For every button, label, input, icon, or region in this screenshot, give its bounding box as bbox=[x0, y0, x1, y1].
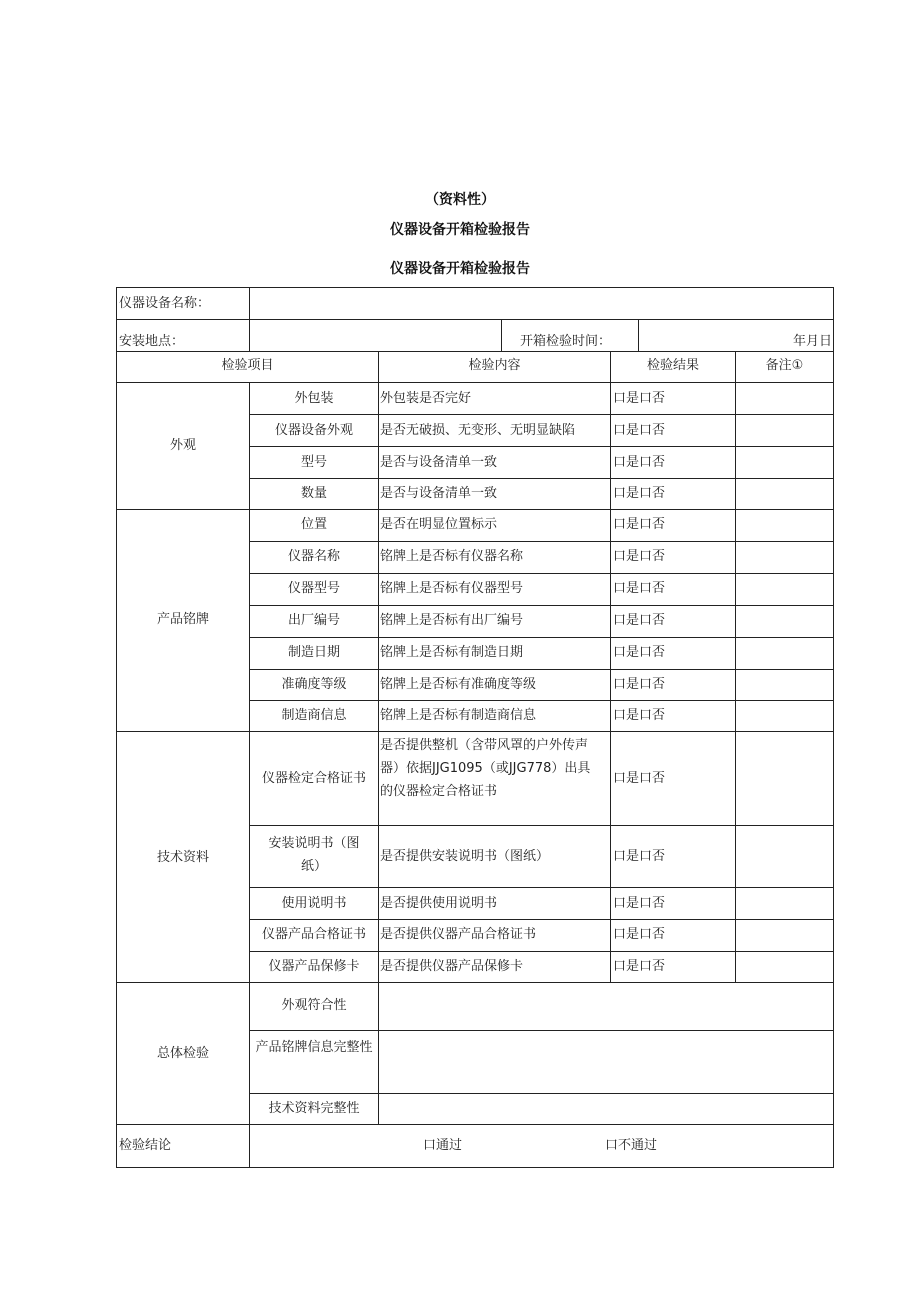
header-note: 备注① bbox=[765, 358, 804, 373]
header-item: 检验项目 bbox=[221, 358, 274, 373]
row-item: 位置 bbox=[300, 517, 327, 532]
row-content: 铭牌上是否标有制造日期 bbox=[380, 645, 524, 660]
category-overall: 总体检验 bbox=[156, 1046, 209, 1061]
row-result-checkbox[interactable]: 口是口否 bbox=[613, 613, 666, 628]
conclusion-value-cell bbox=[249, 1124, 834, 1168]
time-value: 年月日 bbox=[792, 334, 832, 349]
overall-value-cell[interactable] bbox=[378, 1093, 834, 1125]
row-item: 型号 bbox=[300, 455, 327, 470]
row-content: 铭牌上是否标有制造商信息 bbox=[380, 708, 537, 723]
overall-value-cell[interactable] bbox=[378, 982, 834, 1031]
category-technical: 技术资料 bbox=[156, 850, 209, 865]
location-value-cell[interactable] bbox=[249, 319, 502, 352]
note-cell[interactable] bbox=[735, 605, 834, 638]
overall-item-nameplate: 产品铭牌信息完整性 bbox=[255, 1040, 373, 1055]
note-cell[interactable] bbox=[735, 637, 834, 670]
row-result-checkbox[interactable]: 口是口否 bbox=[613, 423, 666, 438]
row-item: 仪器产品保修卡 bbox=[268, 959, 360, 974]
category-nameplate: 产品铭牌 bbox=[156, 612, 209, 627]
row-content: 外包装是否完好 bbox=[380, 391, 472, 406]
row-content: 是否与设备清单一致 bbox=[380, 455, 498, 470]
document-note: （资料性） bbox=[425, 192, 495, 208]
row-item: 准确度等级 bbox=[281, 677, 347, 692]
row-item: 仪器设备外观 bbox=[274, 423, 353, 438]
row-item: 制造日期 bbox=[287, 645, 340, 660]
row-item: 安装说明书（图纸） bbox=[268, 836, 360, 874]
note-cell[interactable] bbox=[735, 919, 834, 952]
note-cell[interactable] bbox=[735, 573, 834, 606]
location-label: 安装地点： bbox=[119, 334, 185, 349]
row-result-checkbox[interactable]: 口是口否 bbox=[613, 849, 666, 864]
note-cell[interactable] bbox=[735, 541, 834, 574]
header-content: 检验内容 bbox=[468, 358, 521, 373]
note-cell[interactable] bbox=[735, 414, 834, 447]
row-result-checkbox[interactable]: 口是口否 bbox=[613, 517, 666, 532]
overall-item-technical: 技术资料完整性 bbox=[268, 1101, 360, 1116]
name-value-cell[interactable] bbox=[249, 287, 834, 320]
row-result-checkbox[interactable]: 口是口否 bbox=[613, 549, 666, 564]
row-content: 铭牌上是否标有出厂编号 bbox=[380, 613, 524, 628]
row-content: 铭牌上是否标有仪器型号 bbox=[380, 581, 524, 596]
note-cell[interactable] bbox=[735, 509, 834, 542]
row-item: 外包装 bbox=[294, 391, 334, 406]
fail-checkbox[interactable]: 口不通过 bbox=[605, 1138, 658, 1153]
row-content: 是否提供整机（含带风罩的户外传声器）依据JJG1095（或JJG778）出具的仪器检定合格证书 bbox=[380, 738, 591, 799]
row-result-checkbox[interactable]: 口是口否 bbox=[613, 927, 666, 942]
row-result-checkbox[interactable]: 口是口否 bbox=[613, 486, 666, 501]
note-cell[interactable] bbox=[735, 669, 834, 701]
row-result-checkbox[interactable]: 口是口否 bbox=[613, 896, 666, 911]
row-content: 是否提供仪器产品保修卡 bbox=[380, 959, 524, 974]
form-title: 仪器设备开箱检验报告 bbox=[390, 261, 530, 277]
category-appearance: 外观 bbox=[169, 438, 196, 453]
note-cell[interactable] bbox=[735, 951, 834, 983]
note-cell[interactable] bbox=[735, 731, 834, 826]
note-cell[interactable] bbox=[735, 825, 834, 888]
row-result-checkbox[interactable]: 口是口否 bbox=[613, 708, 666, 723]
row-result-checkbox[interactable]: 口是口否 bbox=[613, 771, 666, 786]
row-result-checkbox[interactable]: 口是口否 bbox=[613, 959, 666, 974]
pass-checkbox[interactable]: 口通过 bbox=[423, 1138, 463, 1153]
overall-value-cell[interactable] bbox=[378, 1030, 834, 1094]
row-content: 是否提供安装说明书（图纸） bbox=[380, 849, 550, 864]
note-cell[interactable] bbox=[735, 446, 834, 479]
note-cell[interactable] bbox=[735, 887, 834, 920]
note-cell[interactable] bbox=[735, 700, 834, 732]
row-content: 是否提供仪器产品合格证书 bbox=[380, 927, 537, 942]
overall-item-appearance: 外观符合性 bbox=[281, 998, 347, 1013]
document-title: 仪器设备开箱检验报告 bbox=[390, 222, 530, 238]
row-content: 是否无破损、无变形、无明显缺陷 bbox=[380, 423, 576, 438]
time-label: 开箱检验时间： bbox=[520, 334, 612, 349]
row-item: 仪器名称 bbox=[287, 549, 340, 564]
row-result-checkbox[interactable]: 口是口否 bbox=[613, 677, 666, 692]
note-cell[interactable] bbox=[735, 382, 834, 415]
row-result-checkbox[interactable]: 口是口否 bbox=[613, 391, 666, 406]
row-item: 仪器型号 bbox=[287, 581, 340, 596]
header-result: 检验结果 bbox=[646, 358, 699, 373]
note-cell[interactable] bbox=[735, 478, 834, 510]
row-content: 是否与设备清单一致 bbox=[380, 486, 498, 501]
row-item: 使用说明书 bbox=[281, 896, 347, 911]
row-item: 出厂编号 bbox=[287, 613, 340, 628]
row-result-checkbox[interactable]: 口是口否 bbox=[613, 455, 666, 470]
row-result-checkbox[interactable]: 口是口否 bbox=[613, 645, 666, 660]
row-item: 制造商信息 bbox=[281, 708, 347, 723]
row-item: 仪器产品合格证书 bbox=[261, 927, 366, 942]
row-item: 数量 bbox=[300, 486, 327, 501]
row-result-checkbox[interactable]: 口是口否 bbox=[613, 581, 666, 596]
conclusion-label: 检验结论 bbox=[119, 1138, 172, 1153]
row-content: 是否提供使用说明书 bbox=[380, 896, 498, 911]
row-content: 铭牌上是否标有准确度等级 bbox=[380, 677, 537, 692]
row-item: 仪器检定合格证书 bbox=[261, 771, 366, 786]
name-label: 仪器设备名称： bbox=[119, 296, 211, 311]
row-content: 铭牌上是否标有仪器名称 bbox=[380, 549, 524, 564]
row-content: 是否在明显位置标示 bbox=[380, 517, 498, 532]
